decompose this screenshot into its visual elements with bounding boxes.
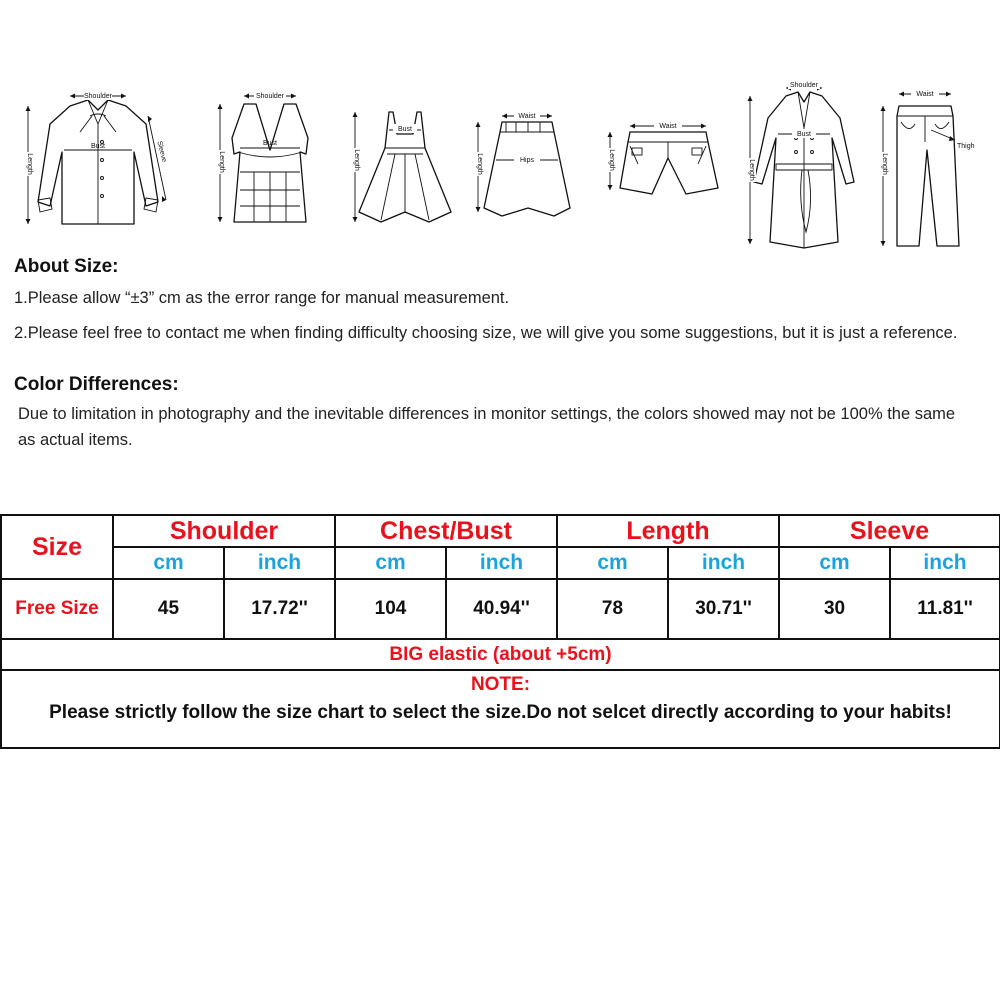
color-differences-heading: Color Differences: [14, 374, 179, 395]
length-label: Length [218, 151, 225, 173]
unit-header: cm [113, 547, 224, 579]
about-size-line-1: 1.Please allow “±3” cm as the error range for manual measurement. [14, 289, 510, 307]
note-cell [1, 670, 1000, 748]
shoulder-label: Shoulder [255, 93, 285, 100]
length-label: Length [26, 153, 33, 175]
unit-header: inch [668, 547, 779, 579]
value-cell: 17.72'' [224, 579, 335, 639]
shoulder-label: Shoulder [789, 82, 819, 89]
bust-label: Bust [796, 131, 812, 138]
unit-header: cm [557, 547, 668, 579]
waist-label: Waist [916, 91, 934, 98]
size-chart-table [0, 514, 1000, 749]
value-cell: 30 [779, 579, 890, 639]
length-header: Length [557, 515, 779, 547]
dress-diagram [345, 72, 465, 237]
elastic-note: BIG elastic (about +5cm) [1, 639, 1000, 670]
bust-label: Bust [397, 126, 413, 133]
unit-header: cm [335, 547, 446, 579]
size-cell: Free Size [1, 579, 113, 639]
bust-label: Bust [90, 143, 106, 150]
unit-header: inch [890, 547, 1000, 579]
thigh-label: Thigh [957, 143, 975, 150]
coat-diagram [742, 72, 862, 252]
about-size-heading: About Size: [14, 256, 119, 277]
color-differences-text: Due to limitation in photography and the inevitable differences in monitor settings, the colors showed may not be 100% the same as actual items. [18, 405, 956, 449]
garment-measurement-diagrams [0, 72, 1000, 257]
value-cell: 78 [557, 579, 668, 639]
value-cell: 11.81'' [890, 579, 1000, 639]
value-cell: 30.71'' [668, 579, 779, 639]
table-row [1, 579, 1000, 639]
length-label: Length [881, 153, 888, 175]
pants-diagram [875, 72, 985, 252]
value-cell: 104 [335, 579, 446, 639]
waist-label: Waist [659, 123, 677, 130]
length-label: Length [353, 149, 360, 171]
note-text: Please strictly follow the size chart to select the size.Do not selcet directly according to your habits! [49, 702, 952, 723]
hips-label: Hips [519, 157, 535, 164]
shoulder-header: Shoulder [113, 515, 335, 547]
about-size-line-2: 2.Please feel free to contact me when finding difficulty choosing size, we will give you some suggestions, but it is just a reference. [14, 324, 958, 342]
size-header: Size [1, 515, 113, 579]
bust-label: Bust [262, 140, 278, 147]
shoulder-label: Shoulder [83, 93, 113, 100]
value-cell: 45 [113, 579, 224, 639]
unit-header: inch [224, 547, 335, 579]
sleeve-label: Sleeve [155, 140, 168, 163]
shorts-diagram [600, 72, 730, 237]
waist-label: Waist [518, 113, 536, 120]
length-label: Length [748, 159, 755, 181]
unit-header: inch [446, 547, 557, 579]
skirt-diagram [470, 72, 580, 237]
unit-header: cm [779, 547, 890, 579]
length-label: Length [476, 153, 483, 175]
chest-bust-header: Chest/Bust [335, 515, 557, 547]
tank-top-diagram [210, 72, 330, 237]
sleeve-header: Sleeve [779, 515, 1000, 547]
value-cell: 40.94'' [446, 579, 557, 639]
note-title: NOTE: [470, 674, 531, 695]
length-label: Length [608, 149, 615, 171]
blouse-diagram [18, 72, 178, 237]
